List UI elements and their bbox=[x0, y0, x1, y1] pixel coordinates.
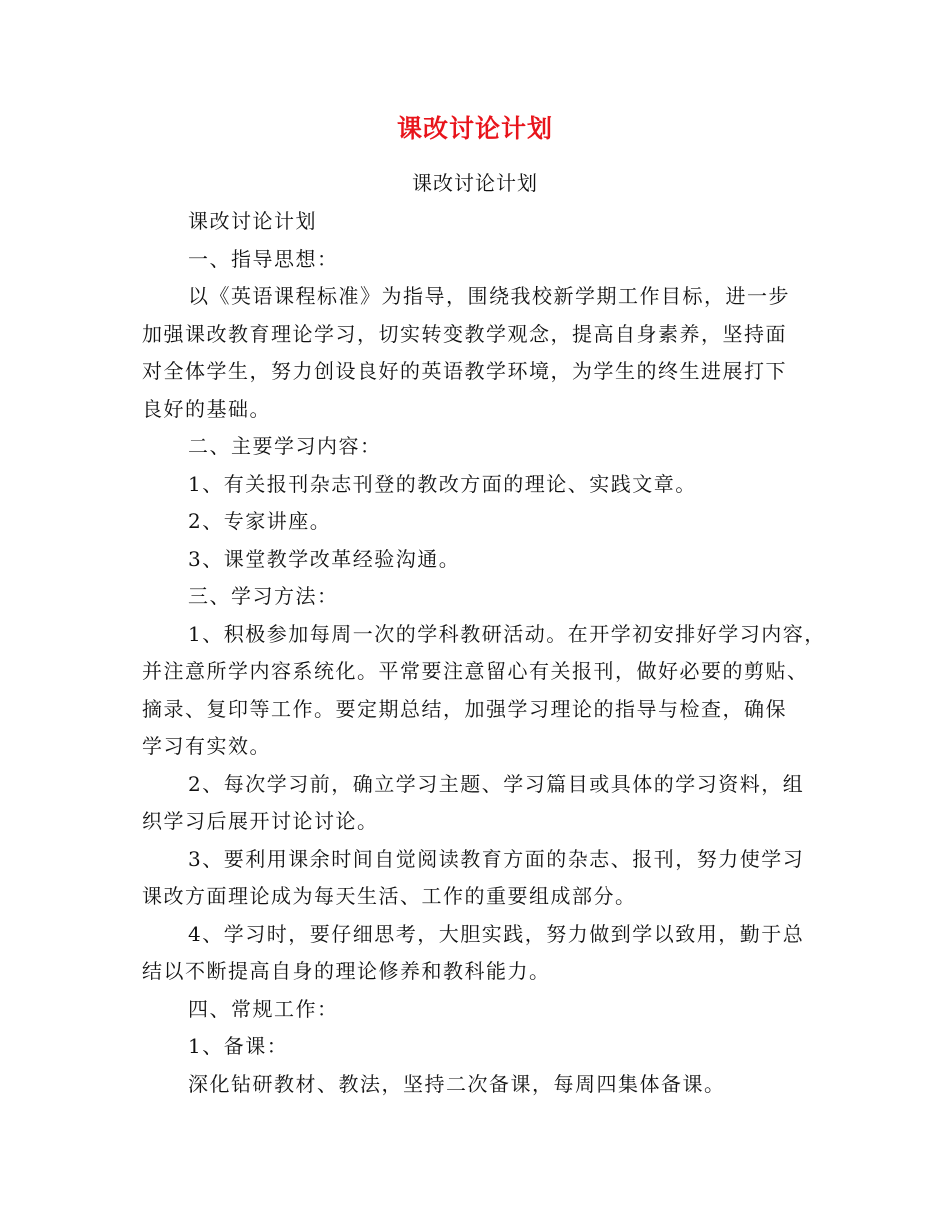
text-line: 加强课改教育理论学习，切实转变教学观念，提高自身素养，坚持面 bbox=[142, 321, 787, 346]
text-line: 4、学习时，要仔细思考，大胆实践，努力做到学以致用，勤于总 bbox=[188, 921, 805, 946]
text-line: 良好的基础。 bbox=[142, 396, 271, 421]
text-line: 2、每次学习前，确立学习主题、学习篇目或具体的学习资料，组 bbox=[188, 771, 805, 796]
text-line: 2、专家讲座。 bbox=[188, 509, 332, 533]
text-line: 对全体学生，努力创设良好的英语教学环境，为学生的终生进展打下 bbox=[142, 359, 787, 383]
text-line: 摘录、复印等工作。要定期总结，加强学习理论的指导与检查，确保 bbox=[142, 696, 787, 721]
text-line: 3、课堂教学改革经验沟通。 bbox=[188, 546, 461, 571]
document-subtitle: 课改讨论计划 bbox=[412, 171, 538, 195]
text-line: 二、主要学习内容： bbox=[188, 434, 382, 458]
text-line: 课改方面理论成为每天生活、工作的重要组成部分。 bbox=[142, 884, 637, 908]
text-line: 并注意所学内容系统化。平常要注意留心有关报刊，做好必要的剪贴、 bbox=[142, 659, 809, 683]
text-line: 以《英语课程标准》为指导，围绕我校新学期工作目标，进一步 bbox=[188, 284, 790, 308]
text-line: 学习有实效。 bbox=[142, 734, 271, 758]
text-line: 深化钻研教材、教法，坚持二次备课，每周四集体备课。 bbox=[188, 1071, 726, 1096]
text-line: 四、常规工作： bbox=[188, 996, 339, 1021]
text-line: 1、积极参加每周一次的学科教研活动。在开学初安排好学习内容， bbox=[188, 621, 826, 646]
text-line: 结以不断提高自身的理论修养和教科能力。 bbox=[142, 959, 551, 983]
text-line: 1、备课： bbox=[188, 1034, 289, 1058]
document-body bbox=[142, 203, 826, 1103]
text-line: 三、学习方法： bbox=[188, 584, 339, 608]
text-line: 3、要利用课余时间自觉阅读教育方面的杂志、报刊，努力使学习 bbox=[188, 846, 805, 871]
text-line: 课改讨论计划 bbox=[188, 209, 317, 233]
document-title: 课改讨论计划 bbox=[396, 114, 553, 143]
text-line: 织学习后展开讨论讨论。 bbox=[142, 809, 379, 833]
text-line: 1、有关报刊杂志刊登的教改方面的理论、实践文章。 bbox=[188, 471, 697, 496]
text-line: 一、指导思想： bbox=[188, 246, 339, 271]
